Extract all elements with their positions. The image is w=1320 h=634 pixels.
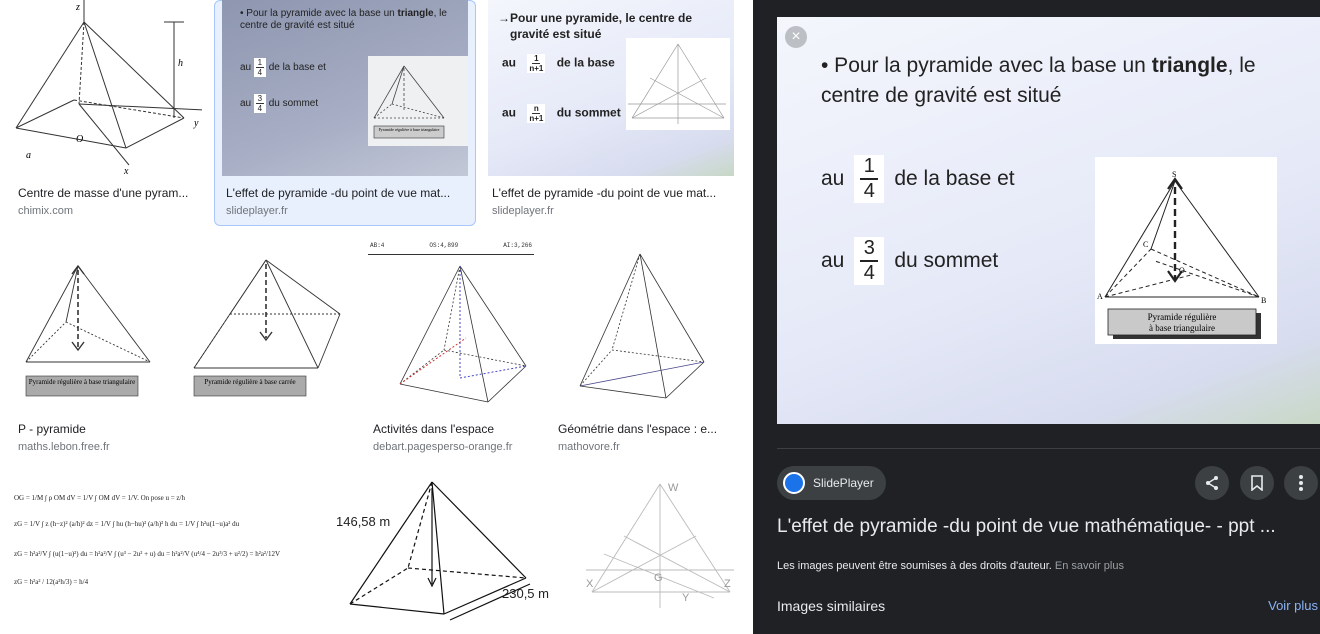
header-rule: [368, 254, 534, 255]
preview-bullet: [821, 51, 1301, 111]
slide-text: de la base et: [268, 62, 326, 74]
svg-text:a: a: [26, 150, 31, 161]
learn-more-link[interactable]: En savoir plus: [1054, 560, 1124, 572]
svg-text:B: B: [1261, 296, 1267, 305]
slide-text: du sommet: [268, 98, 319, 110]
close-icon[interactable]: ×: [785, 26, 807, 48]
source-name: SlidePlayer: [813, 476, 874, 490]
preview-figure: [1095, 157, 1277, 344]
slide-text: du sommet: [556, 105, 621, 120]
result-caption[interactable]: P - pyramide: [18, 422, 86, 436]
result-card[interactable]: [0, 0, 210, 230]
fraction: $\frac{1}{4}$: [854, 155, 884, 203]
pyramid-figure: [336, 474, 565, 626]
result-source[interactable]: debart.pagesperso-orange.fr: [373, 441, 513, 453]
formula-line: OG = 1/M ∫ ρ OM dV = 1/V ∫ OM dV = 1/V. On pose u = z/h: [14, 494, 185, 502]
svg-text:S: S: [1172, 170, 1177, 179]
slide-row: [240, 58, 326, 77]
pyramid-pair-figure: [14, 238, 350, 412]
svg-text:à base triangulaire: à base triangulaire: [1149, 323, 1215, 333]
result-source[interactable]: slideplayer.fr: [226, 205, 288, 217]
preview-bold: triangle: [1151, 54, 1228, 77]
pyramid-figure: [368, 56, 468, 146]
pyramid-figure: [554, 238, 733, 412]
triangle-figure: [584, 474, 734, 626]
similar-images-heading: Images similaires: [777, 598, 886, 614]
fraction: $\frac{1}{n+1}$: [529, 54, 544, 73]
result-caption[interactable]: L'effet de pyramide -du point de vue mat...: [226, 186, 451, 200]
share-icon: [1204, 475, 1220, 491]
result-card-selected[interactable]: [214, 0, 476, 226]
pyramid-figure: [1095, 157, 1277, 344]
preview-text: , le centre de gravité est situé: [821, 54, 1256, 107]
result-card[interactable]: [360, 238, 542, 458]
result-thumbnail[interactable]: [10, 474, 322, 626]
fraction: $\frac{3}{4}$: [254, 94, 266, 113]
slide-row: [502, 54, 615, 73]
result-source[interactable]: mathovore.fr: [558, 441, 620, 453]
result-caption[interactable]: Activités dans l'espace: [373, 422, 495, 436]
fraction: $\frac{n}{n+1}$: [529, 104, 544, 123]
globe-icon: [783, 472, 805, 494]
result-card[interactable]: [484, 0, 738, 230]
more-button[interactable]: [1284, 466, 1318, 500]
vertex-label: G: [654, 572, 663, 584]
slide-row: [240, 94, 318, 113]
preview-row: au $\frac{1}{4}$ de la base et: [821, 155, 1015, 202]
result-source[interactable]: maths.lebon.free.fr: [18, 441, 110, 453]
svg-text:z: z: [76, 2, 80, 13]
svg-text:A: A: [1097, 292, 1103, 301]
svg-text:h: h: [178, 58, 183, 69]
vertex-label: X: [586, 578, 594, 590]
slide-text: , le centre de gravité est situé: [240, 8, 447, 31]
svg-text:Pyramide régulière à base tria: Pyramide régulière à base triangulaire: [378, 127, 440, 132]
slide-figure: [368, 56, 468, 146]
result-source[interactable]: slideplayer.fr: [492, 205, 554, 217]
svg-text:x: x: [124, 166, 129, 176]
result-caption[interactable]: L'effet de pyramide -du point de vue mat...: [492, 186, 717, 200]
svg-text:O: O: [76, 134, 84, 145]
result-thumbnail[interactable]: [488, 0, 734, 176]
share-button[interactable]: [1195, 466, 1229, 500]
result-card[interactable]: [548, 238, 738, 458]
svg-text:Pyramide régulière à base carr: Pyramide régulière à base carrée: [204, 378, 296, 386]
source-chip[interactable]: [777, 466, 886, 500]
vertex-label: W: [668, 482, 679, 494]
divider: [777, 448, 1320, 449]
copyright-notice: Les images peuvent être soumises à des droits d'auteur. En savoir plus: [777, 560, 1124, 572]
result-thumbnail[interactable]: [14, 0, 202, 176]
preview-panel: [753, 0, 1320, 634]
result-thumbnail[interactable]: [336, 474, 565, 626]
result-caption[interactable]: Géométrie dans l'espace : e...: [558, 422, 718, 436]
svg-text:Pyramide régulière: Pyramide régulière: [1147, 312, 1217, 322]
formula-line: zG = h²a² / 12(a²h/3) = h/4: [14, 578, 89, 586]
save-button[interactable]: [1240, 466, 1274, 500]
result-thumbnail[interactable]: [368, 238, 534, 412]
slide-text: de la base: [556, 55, 615, 70]
bookmark-icon: [1250, 475, 1264, 491]
formula-line: zG = 1/V ∫ z (h−z)² (a/h)² dz = 1/V ∫ hu (h−hu)² (a/h)² h du = 1/V ∫ h²u(1−u)a² du: [14, 520, 240, 528]
preview-row: au $\frac{3}{4}$ du sommet: [821, 237, 999, 284]
base-label: 230,5 m: [502, 586, 549, 601]
result-card[interactable]: [0, 238, 352, 458]
result-caption[interactable]: Centre de masse d'une pyram...: [18, 186, 189, 200]
svg-text:C: C: [1143, 240, 1149, 249]
result-thumbnail[interactable]: [222, 0, 468, 176]
slide-text: au: [240, 98, 252, 110]
svg-text:Pyramide régulière à base tria: Pyramide régulière à base triangulaire: [28, 378, 136, 386]
fraction: $\frac{1}{4}$: [254, 58, 266, 77]
slide-text: au: [502, 55, 517, 70]
fraction: $\frac{3}{4}$: [854, 237, 884, 285]
result-thumbnail[interactable]: [14, 238, 350, 412]
result-card[interactable]: [0, 474, 330, 634]
vertex-label: Z: [724, 578, 731, 590]
result-title-link[interactable]: L'effet de pyramide -du point de vue mathématique- - ppt ...: [777, 516, 1276, 537]
slide-text: au: [240, 62, 252, 74]
pyramid-figure: [368, 238, 534, 412]
slide-row: [502, 104, 621, 123]
slide-text: • Pour la pyramide avec la base un: [240, 8, 398, 19]
measure-header: AB:4 OS:4,899 AI:3,266: [370, 242, 532, 249]
triangle-figure: [626, 38, 730, 130]
preview-text: • Pour la pyramide avec la base un: [821, 54, 1152, 77]
preview-image[interactable]: [777, 17, 1320, 424]
svg-text:O: O: [1179, 266, 1185, 275]
vertex-label: Y: [682, 592, 690, 604]
result-source[interactable]: chimix.com: [18, 205, 74, 217]
slide-bullet: [240, 8, 460, 32]
see-more-link[interactable]: Voir plus: [1268, 598, 1318, 613]
svg-text:y: y: [194, 118, 199, 129]
pyramid-figure: [14, 0, 202, 176]
result-thumbnail[interactable]: [554, 238, 733, 412]
result-thumbnail[interactable]: [584, 474, 734, 626]
height-label: 146,58 m: [336, 514, 391, 529]
slide-figure: [626, 38, 730, 130]
more-vert-icon: [1299, 475, 1303, 491]
result-card[interactable]: [576, 474, 738, 634]
slide-text: au: [502, 105, 517, 120]
formula-line: zG = h²a²/V ∫ (u(1−u)²) du = h²a²/V ∫ (u³ − 2u² + u) du = h²a²/V (u⁴/4 − 2u³/3 + u²/2) = h²a²/12V: [14, 550, 281, 558]
result-card[interactable]: [336, 474, 568, 634]
slide-bold: triangle: [397, 8, 434, 19]
slide-heading: →Pour une pyramide, le centre de gravité est situé: [498, 11, 693, 41]
